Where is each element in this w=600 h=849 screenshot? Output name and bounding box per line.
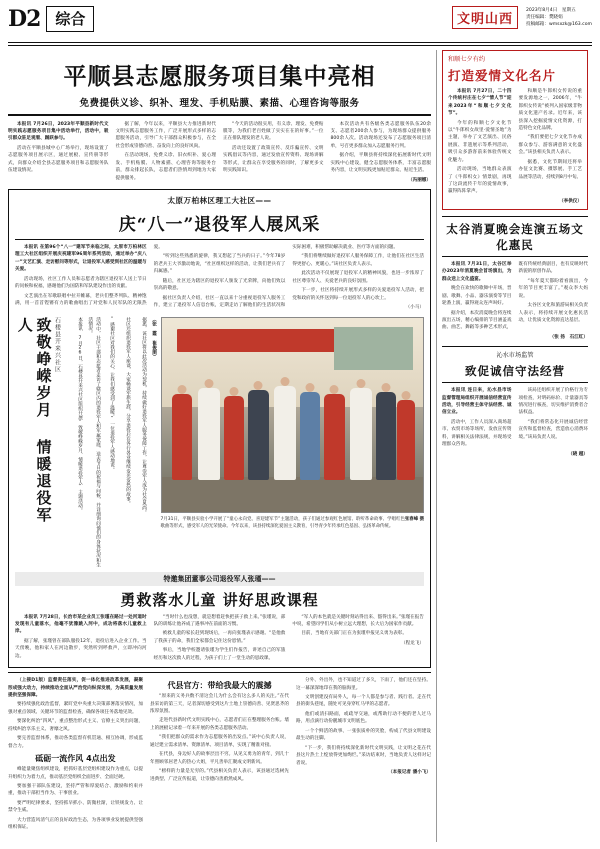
feature-para-4: 随后，社区还为辖区的退役军人颁发了光荣牌，向他们致以崇高的敬意。 (153, 278, 286, 292)
photo-person-head (280, 377, 289, 386)
masthead-rule-thin (8, 45, 592, 46)
feature-kicker: 太原万柏林区理工大社区—— (167, 196, 272, 205)
bottom-left-sub-para-4: 大力营造风清气正的良好政治生态，为各项事业发展提供坚强组织保证。 (8, 817, 143, 831)
sidebar-third-kicker: 沁水市场监管 (496, 351, 534, 359)
feature-divider (15, 239, 424, 240)
brand-logo: 文明山西 (452, 6, 518, 29)
page-body (8, 50, 592, 842)
feature-body (15, 244, 424, 312)
bottom-right-para-5: “下一步，我们将持续深化新时代文明实践，让文明之花在代县这片热土上绽放得更加绚烂。”采访结束时，当地负责人这样对记者说。 (296, 745, 431, 766)
lead-para-4: “今天的活动很实用，有义诊、理发、免费贴膜等，为我们老百姓做了实实在在的好事。”一位正在排队理发的老人说。 (223, 121, 324, 142)
lead-divider (8, 114, 431, 116)
photo-person (397, 400, 415, 480)
vertical-signature: （张 霞 崔俊丽） (151, 316, 157, 359)
vertical-dateline: 本报讯 7月26日，石楼县开来兴社区组织开展“致敬峥嵘岁月、情暖退役军人”主题活动。 (77, 316, 83, 513)
bottom-left-sub-para-1: 峰能量聚焦组织建设，把抓好基层党组织建设作为重点，以提升组织力为着力点，推动基层党组织全面进步、全面过硬。 (8, 767, 143, 780)
feature-para-2: 文艺演出在军歌联唱中拉开帷幕，老兵们整齐列队、精神饱满，用一首首铿锵有力的歌曲唱出了对党和人民军队的无限热爱。 (15, 245, 163, 307)
sidebar-second-para-2: 据介绍，本次消夏晚会将连续演出五场，精心编排的节目涵盖戏曲、曲艺、舞蹈等多种艺术形式，既有传统经典剧目，也有反映时代新貌的原创作品。 (442, 261, 588, 331)
sidebar-second-article (442, 221, 588, 340)
bottom-mid-para-3: “我们把群众的需求作为志愿服务的出发点。”该中心负责人说，通过建立需求清单、资源清单、项目清单，实现了精准对接。 (149, 735, 290, 748)
photo-person-head (254, 381, 263, 390)
sidebar-second-para-4: 太谷区文化和旅游局相关负责人表示，将持续开展文化惠民活动，让优质文化资源直达基层。 (518, 303, 588, 323)
photo-person (274, 386, 296, 480)
issue-date: 2023年8月4日 星期五 (525, 8, 576, 13)
feature-para-5: 据社区负责人介绍，社区一直以来十分重视退役军人服务工作，建立了退役军人信息台账，定期走访了解他们的生活状况和实际困难，积极帮助解决就业、医疗等方面的问题。 (153, 245, 398, 309)
photo-person (248, 390, 269, 480)
lead-para-2: 据了解，今年以来，平顺县大力推进新时代文明实践志愿服务工作，广泛开展形式多样的志愿服务活动，引导广大干部群众积极参与，在全社会形成崇德向善、奋发向上的良好风尚。 (115, 121, 216, 149)
masthead-right (452, 6, 592, 29)
sidebar-boxed-kicker: 和顺七夕有约 (448, 55, 486, 63)
photo-person (172, 394, 192, 480)
main-column (8, 50, 431, 842)
bottom-mid-para-5: “榜样的力量是无穷的。”代县相关负责人表示，该县通过选树先进典型、广泛宣传报道，让崇德向善蔚然成风。 (149, 769, 290, 782)
page-number: D2 (8, 6, 41, 32)
mid-article-body (15, 614, 424, 663)
lead-signature: （冯丽娜） (408, 177, 431, 183)
lead-para-6: 本次活动共有各级各类志愿服务队伍20余支、志愿者200余人参与，为现场群众提供服务800余人次。活动现场还发布了志愿服务项目清单，号召更多群众加入志愿服务行列。 (330, 121, 431, 149)
bottom-mid-para-4: 在代县，身边好人的故事层出不穷。从见义勇为的青年，到几十年照顾邻居老人的热心大姐，平凡善举汇聚成文明新风。 (149, 752, 290, 765)
feature-headline: 庆“八一”退役军人展风采 (118, 215, 321, 235)
feature-dateline: 本报讯 在第96个“八一”建军节来临之际，太原市万柏林区理工大社区组织开展庆祝建军96周年系列活动，通过举办“庆八一”文艺汇演、走访慰问等形式，让退役军人感受到社区的温暖与关爱。 (15, 245, 147, 273)
sidebar-third-article (442, 351, 588, 457)
bottom-right-para-2: 文明创建没有局外人，每一个人都是参与者、践行者。走在代县的街头巷尾，随处可见身穿红马甲的志愿者。 (296, 695, 431, 708)
photo-side-panel (334, 327, 412, 370)
photo-person-head (230, 387, 239, 396)
sidebar-boxed-para-4: “我们要把七夕文化节办成群众参与、游客满意的文化盛会。”该县相关负责人表示。 (518, 135, 582, 156)
article-photo (161, 317, 425, 513)
photo-credit: 张春峰 摄 (404, 516, 424, 522)
photo-person-head (401, 391, 410, 400)
mid-para-6: 目前，当地有关部门正在为张瑾申报见义勇为表彰。 (301, 631, 407, 637)
sidebar-boxed-para-1: 今年的和顺七夕文化节以“牛郎织女故里·爱情圣地”为主题，举办了文艺演出、民俗展演、非遗展示等系列活动，吸引众多游客前来体验传统文化魅力。 (448, 120, 512, 163)
sidebar-boxed-dateline: 本报讯 7月27日，二十四个传统村庄在七夕“情人节”迎来2023年“和顺七夕文化节”。 (448, 88, 512, 117)
masthead-rule (8, 42, 592, 43)
mid-para-2: “当时什么也没想，就是想着赶快把孩子救上来。”张瑾说，部队的训练让他养成了遇事冲在前面的习惯。 (153, 614, 286, 627)
bottom-left-para-3: 要完善监督体系，推动各类监督有机贯通、相互协调，形成监督合力。 (8, 736, 143, 749)
lead-subheadline: 免费提供义诊、织补、理发、手机贴膜、素描、心理咨询等服务 (79, 97, 360, 109)
bottom-left-subhead: 砥砺一流作风 4点出发 (35, 754, 116, 764)
sidebar-third-headline: 致促诚信守法经营 (465, 364, 565, 379)
sidebar-boxed-para-2: 活动现场，当地群众表演了《牛郎织女》情景剧，再现了这段流传千年的爱情故事，赢得阵阵掌声。 (448, 167, 512, 195)
editor-line: 责任编辑：樊晓娟 (525, 14, 563, 20)
sidebar-third-body (442, 387, 588, 449)
feature-para-8: 下一步，社区将持续开展形式多样的关爱退役军人活动，把党和政府的关怀送到每一位退役军人的心坎上。 (292, 288, 424, 301)
masthead-meta (526, 6, 592, 29)
feature-signature: （小马） (405, 305, 424, 311)
sidebar-boxed-body (448, 88, 582, 196)
mid-article-headline: 勇救落水儿童 讲好思政课程 (120, 590, 319, 609)
mid-para-3: 被救儿童的家长赶到现场后，一再向张瑾表示感谢。“是他救了我孩子的命，我们全家都会记住这份恩情。” (153, 631, 286, 644)
bottom-mid-body (150, 693, 289, 783)
feature-para-6: “我们将继续做好退役军人服务保障工作，让他们在社区生活得更舒心、更暖心。”该社区负责人表示。 (292, 254, 424, 267)
bottom-mid (150, 677, 289, 833)
bottom-mid-para-1: “原来的义务兵数不清这会儿为什么会有这么多人的关注。”在代县采访的第三天，记者深切感受到这片土地上崇德向善、见贤思齐的浓厚氛围。 (149, 694, 290, 714)
sidebar-third-para-1: 活动中，工作人员深入商场超市、农贸市场等场所，发放宣传资料，讲解相关法律法规，并现场受理群众咨询。 (442, 419, 512, 448)
sidebar-divider-2 (442, 346, 588, 347)
lead-para-7: 据介绍，平顺县将持续深化拓展新时代文明实践中心建设，健全志愿服务体系，丰富志愿服务内容，让文明实践更加贴近群众、贴近生活。 (330, 153, 431, 174)
masthead-left (8, 6, 94, 32)
bottom-columns (8, 677, 431, 833)
sidebar-third-para-2: 该局还组织开展了价格行为专项检查，对明码标价、计量器具等情况进行核查，切实维护消费者合法权益。 (518, 388, 588, 416)
bottom-left-sub-para-2: 要加强干部队伍建设，坚持严管和厚爱结合、激励和约束并重，推动干部担当作为、干事创业。 (8, 783, 143, 797)
sidebar-third-signature: （晓 越） (568, 451, 588, 457)
bottom-left-sub-body (8, 766, 143, 832)
vertical-para-2: “感谢社区对我们的关心，让我们感受到了温暖。”一位退役军人感动地说。 (109, 316, 115, 472)
sidebar-second-dateline: 本报讯 7月31日，太谷区举办2023年消夏晚会首场演出，为群众送上文化盛宴。 (442, 261, 512, 282)
photo-person-head (306, 383, 315, 392)
section-label: 综合 (46, 6, 94, 32)
bottom-left-body (8, 677, 143, 750)
sidebar-second-headline: 太谷消夏晚会连演五场文化惠民 (446, 221, 584, 252)
photo-caption-text: 7月31日，平顺县实验小学开展了“童心永向党、喜迎建军节”主题活动，孩子们通过参观红色展馆、聆听革命故事、学唱红色歌曲等形式，感受军人的光荣使命。今年以来，该县持续深化爱国主义教育，引导青少年传承红色基因、弘扬革命传统。 (160, 516, 405, 529)
sidebar-second-body (442, 261, 588, 332)
bottom-left-para-2: 要深化纠治“四风”，重点整治形式主义、官僚主义突出问题，持续纠治享乐主义、奢靡之风。 (8, 719, 143, 732)
photo-person (376, 392, 396, 480)
bottom-strip (8, 672, 431, 833)
sidebar-column (436, 50, 588, 842)
bottom-right (296, 677, 431, 833)
sidebar-second-signature: （张 扬 石江红） (549, 334, 588, 340)
sidebar-second-para-1: 晚会在欢快的歌舞中开场，晋剧、歌舞、小品、器乐演奏等节目轮番上演，赢得观众连声叫好。 (442, 286, 512, 307)
sidebar-third-para-3: “我们将常态化开展诚信经营宣传和监督检查，营造放心消费环境。”该局负责人说。 (518, 419, 588, 440)
vertical-para-1: 活动中，社区干部和志愿者走访了辖区内的退役军人和军属家庭，送去节日的祝福与问候，并详细询问他们的身体状况和生活情况。 (87, 316, 101, 567)
sidebar-third-dateline: 本报讯 连日来，沁水县市场监督管理局组织开展诚信经营宣传活动，引导经营主体守法经营、诚信立业。 (442, 388, 512, 416)
lead-para-1: 活动在平顺县城中心广场举行，现场设置了志愿服务项目展示区，通过展板、宣传册等形式，向群众介绍全县志愿服务项目和志愿服务队伍建设情况。 (8, 145, 109, 174)
sidebar-boxed-para-3: 和顺是牛郎织女传说的重要发源地之一，2006年，“牛郎织女传说”被列入国家级非物质文化遗产名录。近年来，该县深入挖掘爱情文化资源，打造特色文化品牌。 (518, 88, 582, 131)
masthead (8, 6, 592, 40)
photo-caption (161, 516, 425, 530)
bottom-left (8, 677, 143, 833)
sidebar-boxed-signature: （李供仪） (559, 198, 582, 204)
photo-person-head (381, 383, 390, 392)
bottom-right-signature: （本报记者 潘小飞） (388, 769, 431, 775)
bottom-left-sub-para-3: 要严明纪律要求，坚持抓早抓小、防微杜渐，让铁规发力、让禁令生威。 (8, 800, 143, 814)
sidebar-third-divider (442, 382, 588, 383)
vertical-kicker: 石楼县开来兴社区 (53, 316, 61, 373)
bottom-left-para-1: 要持续强化政治监督，紧盯党中央重大决策部署落实情况，加强对重点领域、关键环节的监督检查，确保各项任务落地见效。 (8, 702, 143, 715)
sidebar-boxed-article (442, 50, 588, 210)
mid-article-dateline: 本报讯 7月28日，长治市某企业员工张瑾在路过一处河道时发现有儿童落水，他毫不犹豫跳入河中，成功将落水儿童救上岸。 (15, 614, 147, 635)
vertical-headline: 致敬峥嵘岁月 情暖退役军人 (15, 316, 53, 524)
photo-block (161, 317, 425, 567)
feature-para-7: 此次活动不仅展现了退役军人的精神风貌，也进一步浓厚了社区尊崇军人、关爱老兵的良好氛围。 (292, 271, 424, 284)
email-line: 投稿邮箱：wmsxzk@163.com (525, 21, 592, 27)
lead-para-5: 活动还设置了政策宣传、反诈骗宣传、文明实践倡议等内容，通过发放宣传资料、现场讲解等形式，让群众在享受服务的同时，了解更多文明实践知识。 (223, 145, 324, 174)
photo-person (224, 396, 244, 480)
bottom-mid-subhead: 代县官方：带给我最大的震撼 (167, 681, 272, 691)
photo-person-head (330, 385, 339, 394)
photo-person (350, 388, 372, 480)
sidebar-divider-1 (442, 216, 588, 217)
photo-person (198, 388, 220, 480)
bottom-right-body (296, 677, 431, 776)
bottom-mid-para-2: 走进代县新时代文明实践中心，志愿者们正在整理服务台账。墙上的展板记录着一年来开展的各类志愿服务活动。 (149, 718, 290, 731)
sidebar-boxed-para-5: 据悉，文化节期间还将举办征文比赛、摄影展、手工艺品展等活动，持续到8月中旬。 (518, 159, 582, 180)
vertical-para-4: 据悉，该社区将以此次活动为契机，持续做好退役军人服务保障工作，让尊崇军人成为社会风尚。 (141, 316, 147, 515)
mid-article-kicker: 特邀集团董事公司退役军人张瑾—— (15, 572, 424, 586)
feature-para-1: 活动现场，社区工作人员和志愿者为辖区退役军人送上节日的问候和祝福，感谢他们为国防和军队建设作出的贡献。 (15, 276, 147, 290)
vertical-article (15, 317, 158, 567)
photo-ground (162, 477, 424, 512)
lead-dateline: 本报讯 7月26日，2023年平顺县新时代文明实践志愿服务项目集中活动举行，活动中，吸引群众驻足观看、踊跃参与。 (8, 121, 109, 142)
vertical-article-row (15, 317, 424, 567)
lead-body (8, 121, 431, 185)
lead-para-3: 在活动现场，免费义诊、旧衣织补、爱心理发、手机贴膜、人物素描、心理咨询等服务台前，群众排起长队，志愿者们热情周到地为大家提供服务。 (115, 153, 216, 181)
feature-article (8, 189, 431, 668)
feature-para-3: “听到这些熟悉的旋律，我又想起了当兵的日子。”今年78岁的老兵王大爷激动地说，“社区组织这样的活动，让我们老兵有了归属感。” (153, 254, 286, 275)
photo-person-head (356, 379, 365, 388)
vertical-para-3: 社区还组织退役军人座谈，大家畅谈军旅生涯，分享退役后在各行各业继续发光发热的故事。 (125, 316, 131, 506)
photo-red-banner (177, 329, 339, 352)
mid-signature: （程龙飞） (400, 640, 424, 646)
sidebar-second-para-3: “每年夏天都盼着看演出，今年的节目更丰富了。”观众李大妈说。 (518, 278, 588, 299)
sidebar-boxed-headline: 打造爱情文化名片 (448, 67, 557, 83)
photo-person-head (177, 385, 186, 394)
mid-para-5: “军人的本色就是关键时刻站得出来、豁得出来。”张瑾在报告中说，希望同学们从小树立远大理想，长大后为国家作贡献。 (292, 614, 424, 627)
photo-person-head (205, 379, 214, 388)
bottom-right-para-4: 一个个鲜活的故事、一张张质朴的笑脸，构成了代县文明建设最生动的注脚。 (296, 728, 431, 742)
bottom-right-para-3: 他们或清扫路面，或疏导交通，或帮助行动不便的老人过马路，用点滴行动扮靓城市文明底色。 (296, 711, 431, 725)
bottom-right-para-1: 分外、外出外，也不知道过了多久，下雨了，他们还在坚持。这一幕深深地印在我的脑海里。 (296, 678, 431, 691)
sidebar-second-divider (442, 256, 588, 257)
photo-person (300, 392, 320, 480)
bottom-left-intro: （上接D1版）监督责任落实，促一体化推进改革发展，凝聚形成强大动力，持续推动全面从严治党向纵深发展，为高质量发展提供坚强保障。 (8, 678, 143, 698)
photo-person (324, 394, 345, 480)
mid-para-4: 事后，当地学校邀请张瑾为学生们作报告，讲述自己的军旅经历和这次救人的过程，为孩子们上了一堂生动的思政课。 (153, 648, 286, 661)
lead-headline: 平顺县志愿服务项目集中亮相 (63, 62, 376, 90)
mid-para-1: 据了解，张瑾曾在部队服役12年，退役后进入企业工作。当天傍晚，他和家人在河边散步，突然听到呼救声，立即冲向河边。 (15, 638, 147, 659)
